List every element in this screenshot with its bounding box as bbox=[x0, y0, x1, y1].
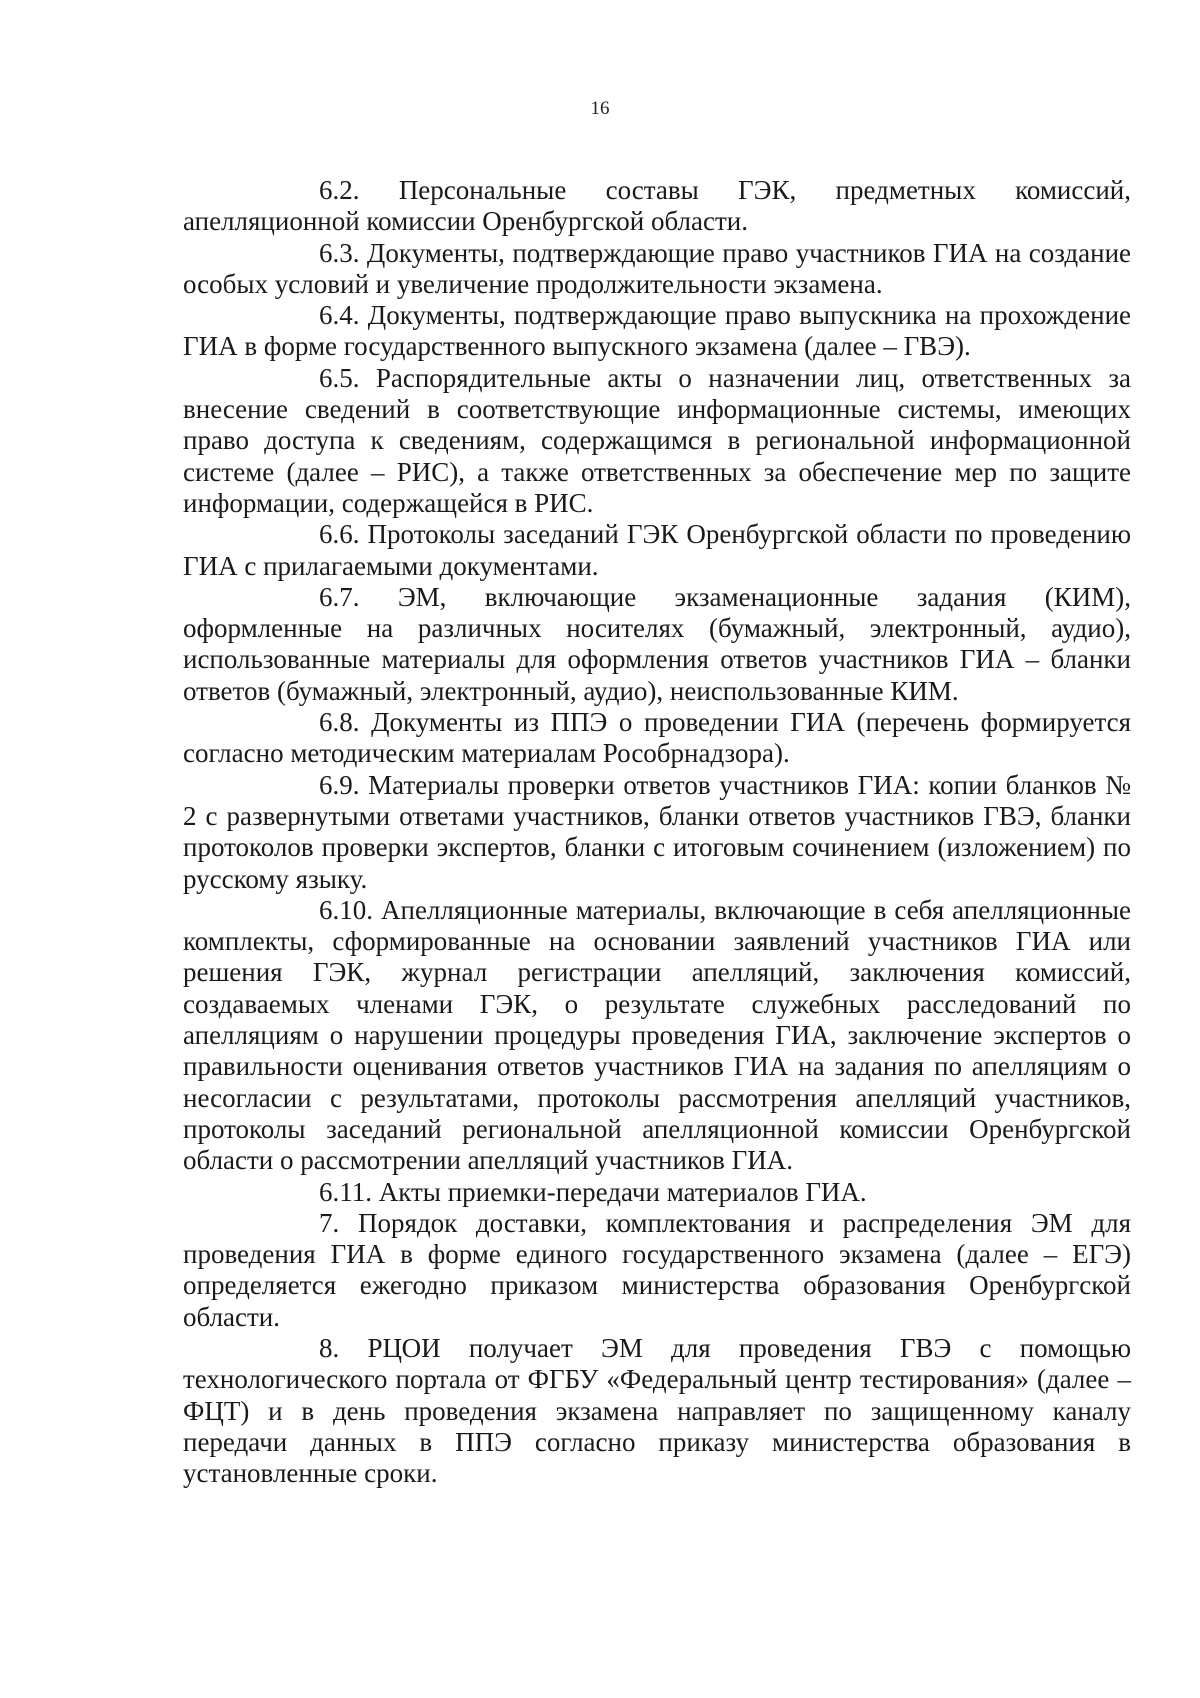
paragraph-6-7 bbox=[183, 582, 1131, 707]
paragraph-6-9 bbox=[183, 770, 1131, 895]
paragraph-text: Апелляционные материалы, включающие в себя апелляционные комплекты, сформированные на основании заявлений участников ГИА или решения ГЭК, журнал регистрации апелляций, заключения комиссий, создаваемых членами ГЭК, о результате служебных расследований по апелляциям о нарушении процедуры проведения ГИА, заключение экспертов о правильности оценивания ответов участников ГИА на задания по апелляциям о несогласии с результатами, протоколы рассмотрения апелляций участников, протоколы заседаний региональной апелляционной комиссии Оренбургской области о рассмотрении апелляций участников ГИА. bbox=[183, 894, 1132, 1176]
paragraph-number: 6.3. bbox=[319, 237, 360, 268]
paragraph-6-6 bbox=[183, 519, 1131, 582]
document-body bbox=[183, 175, 1131, 1489]
paragraph-number: 6.5. bbox=[319, 362, 360, 393]
paragraph-text: Документы, подтверждающие право участников ГИА на создание особых условий и увеличение продолжительности экзамена. bbox=[183, 237, 1131, 299]
paragraph-number: 6.4. bbox=[319, 300, 360, 331]
paragraph-6-11 bbox=[183, 1177, 1131, 1208]
paragraph-text: ЭМ, включающие экзаменационные задания (КИМ), оформленные на различных носителях (бумажный, электронный, аудио), использованные материалы для оформления ответов участников ГИА – бланки ответов (бумажный, электронный, аудио), неиспользованные КИМ. bbox=[183, 581, 1131, 706]
paragraph-text: Протоколы заседаний ГЭК Оренбургской области по проведению ГИА с прилагаемыми документами. bbox=[183, 519, 1132, 581]
paragraph-6-3 bbox=[183, 238, 1131, 301]
paragraph-number: 6.2. bbox=[319, 175, 360, 205]
paragraph-number: 7. bbox=[319, 1207, 340, 1238]
paragraph-text: Распорядительные акты о назначении лиц, ответственных за внесение сведений в соответствующие информационные системы, имеющих право доступа к сведениям, содержащимся в региональной информационной системе (далее – РИС), а также ответственных за обеспечение мер по защите информации, содержащейся в РИС. bbox=[183, 362, 1132, 518]
paragraph-text: Материалы проверки ответов участников ГИА: копии бланков № 2 с развернутыми ответами участников, бланки ответов участников ГВЭ, бланки протоколов проверки экспертов, бланки с итоговым сочинением (изложением) по русскому языку. bbox=[183, 769, 1131, 894]
paragraph-number: 8. bbox=[319, 1332, 340, 1363]
paragraph-text: Документы из ППЭ о проведении ГИА (перечень формируется согласно методическим материалам Рособрнадзора). bbox=[183, 707, 1131, 769]
paragraph-7 bbox=[183, 1208, 1131, 1333]
paragraph-text: Акты приемки-передачи материалов ГИА. bbox=[378, 1176, 867, 1207]
paragraph-text: РЦОИ получает ЭМ для проведения ГВЭ с помощью технологического портала от ФГБУ «Федеральный центр тестирования» (далее – ФЦТ) и в день проведения экзамена направляет по защищенному каналу передачи данных в ППЭ согласно приказу министерства образования в установленные сроки. bbox=[183, 1332, 1132, 1489]
paragraph-text: Персональные составы ГЭК, предметных комиссий, апелляционной комиссии Оренбургской области. bbox=[183, 175, 1132, 237]
paragraph-6-4 bbox=[183, 300, 1131, 363]
paragraph-number: 6.11. bbox=[319, 1176, 372, 1207]
paragraph-6-10 bbox=[183, 895, 1131, 1177]
paragraph-6-8 bbox=[183, 707, 1131, 770]
paragraph-number: 6.8. bbox=[319, 707, 360, 738]
paragraph-6-5 bbox=[183, 363, 1131, 519]
paragraph-text: Порядок доставки, комплектования и распределения ЭМ для проведения ГИА в форме единого государственного экзамена (далее – ЕГЭ) определяется ежегодно приказом министерства образования Оренбургской области. bbox=[183, 1207, 1132, 1332]
paragraph-6-2 bbox=[183, 175, 1131, 238]
paragraph-number: 6.9. bbox=[319, 769, 360, 800]
paragraph-number: 6.7. bbox=[319, 581, 360, 612]
paragraph-number: 6.6. bbox=[319, 519, 360, 550]
paragraph-text: Документы, подтверждающие право выпускника на прохождение ГИА в форме государственного выпускного экзамена (далее – ГВЭ). bbox=[183, 300, 1132, 362]
paragraph-number: 6.10. bbox=[319, 894, 373, 925]
page-number: 16 bbox=[590, 98, 610, 119]
paragraph-8 bbox=[183, 1333, 1131, 1489]
